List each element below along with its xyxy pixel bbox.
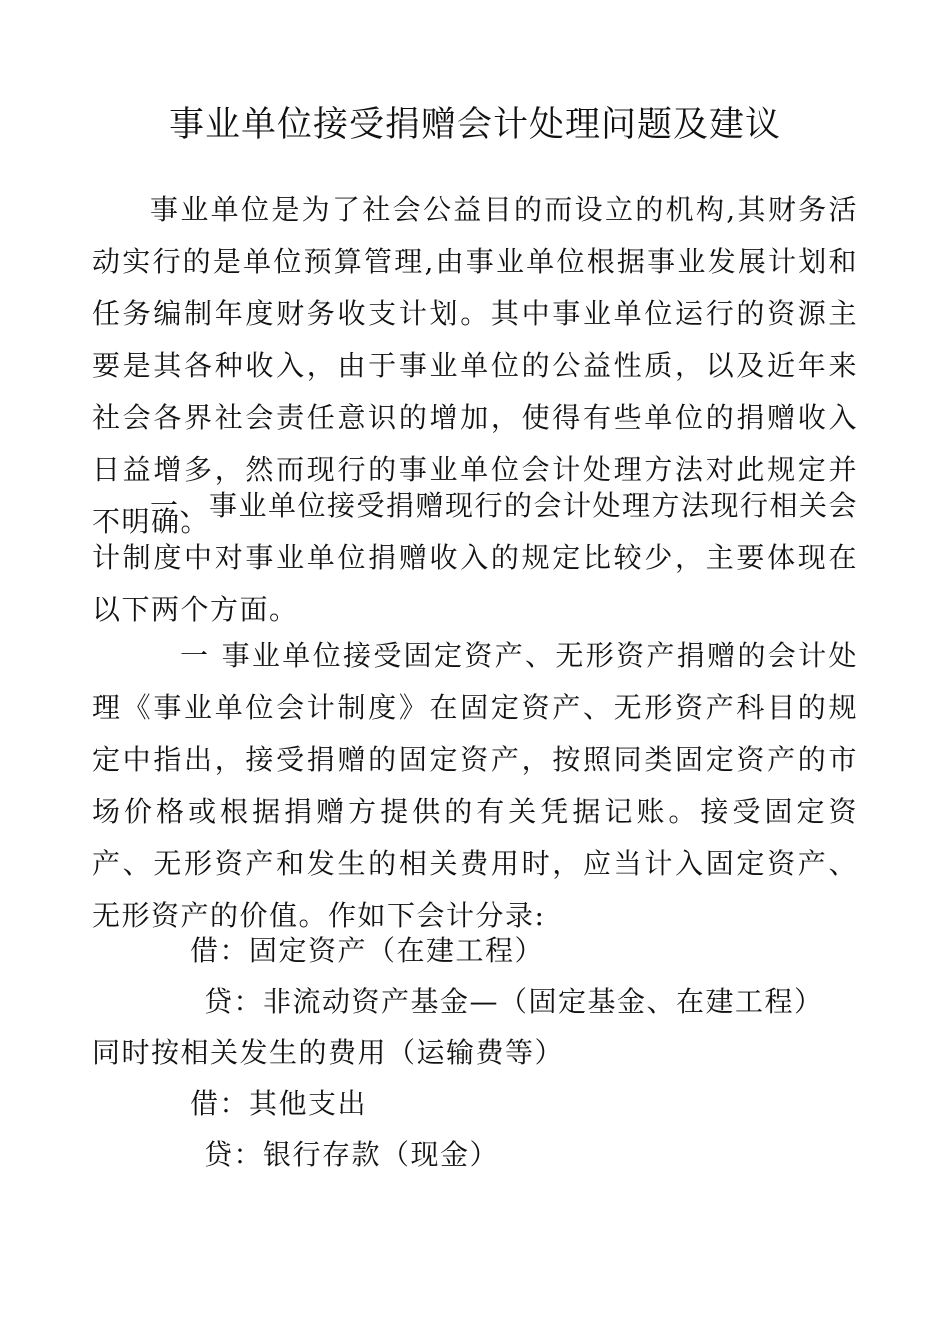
journal-entry-debit: 借：固定资产（在建工程） bbox=[190, 934, 545, 967]
journal-entry-credit: 贷：非流动资产基金—（固定基金、在建工程） bbox=[204, 985, 824, 1018]
journal-entry-credit-bank: 贷：银行存款（现金） bbox=[204, 1138, 500, 1171]
paragraph-intro: 事业单位是为了社会公益目的而设立的机构,其财务活动实行的是单位预算管理,由事业单位根据事业发展计划和任务编制年度财务收支计划。其中事业单位运行的资源主要是其各种收入，由于事业单位的公益性质，以及近年来社会各界社会责任意识的增加，使得有些单位的捐赠收入日益增多，然而现行的事业单位会计处理方法对此规定并不明确。 bbox=[92, 193, 858, 538]
journal-entry-note: 同时按相关发生的费用（运输费等） bbox=[92, 1036, 565, 1069]
document-title: 事业单位接受捐赠会计处理问题及建议 bbox=[168, 105, 781, 145]
paragraph-section-one: 一、事业单位接受捐赠现行的会计处理方法现行相关会计制度中对事业单位捐赠收入的规定比较少，主要体现在以下两个方面。 bbox=[92, 489, 859, 626]
journal-entry-debit-expense: 借：其他支出 bbox=[190, 1087, 368, 1120]
paragraph-fixed-assets: 一 事业单位接受固定资产、无形资产捐赠的会计处理《事业单位会计制度》在固定资产、无形资产科目的规定中指出，接受捐赠的固定资产，按照同类固定资产的市场价格或根据捐赠方提供的有关凭据记账。接受固定资产、无形资产和发生的相关费用时，应当计入固定资产、无形资产的价值。作如下会计分录: bbox=[92, 639, 858, 932]
